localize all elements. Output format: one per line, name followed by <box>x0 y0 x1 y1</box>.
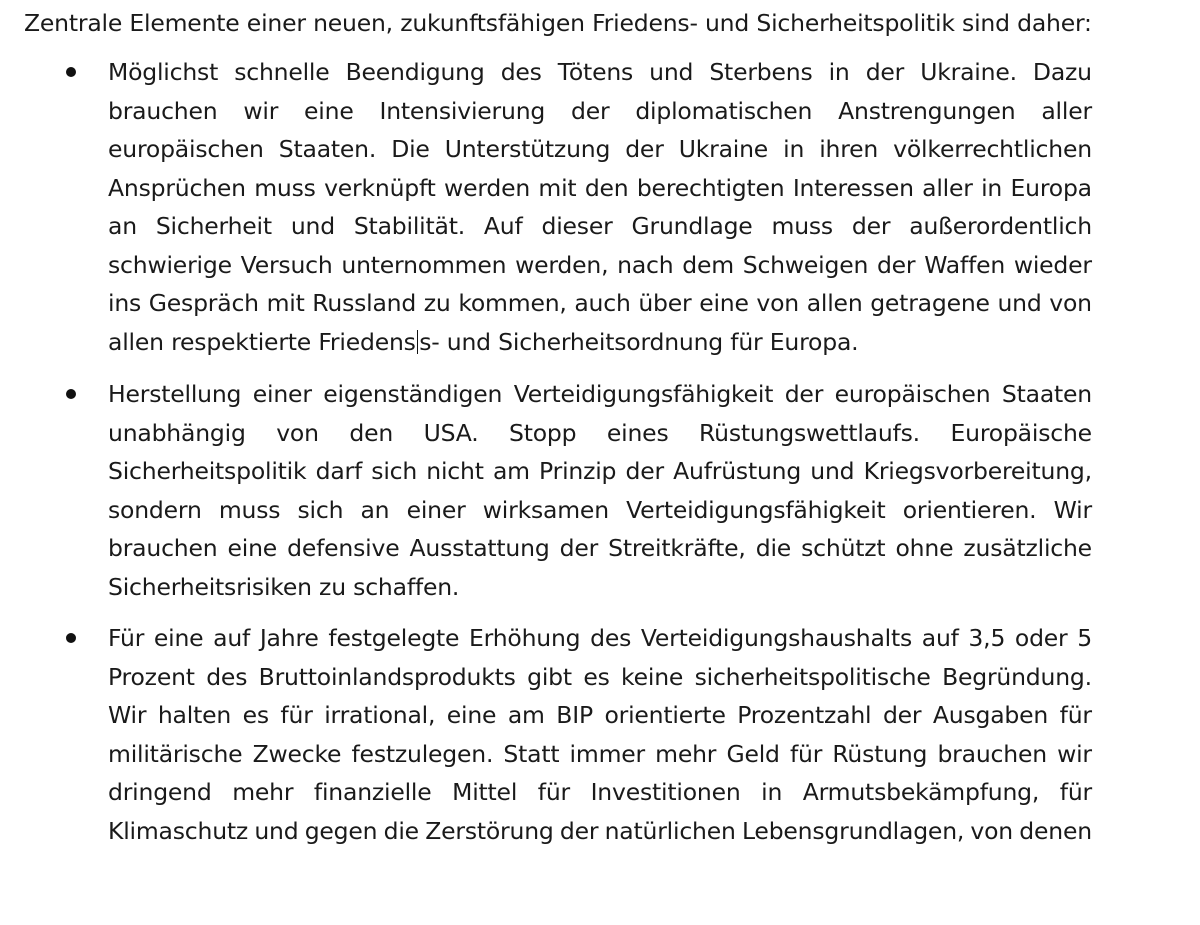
text-line: an Sicherheit und Stabilität. Auf dieser Grundlage muss der außerordentlich <box>108 212 1092 240</box>
text-line: Ansprüchen muss verknüpft werden mit den berechtigten Interessen aller in Europa <box>108 173 1092 202</box>
intro-paragraph: Zentrale Elemente einer neuen, zukunftsfähigen Friedens- und Sicherheitspolitik sind daher: <box>24 9 1092 37</box>
text-line: europäischen Staaten. Die Unterstützung der Ukraine in ihren völkerrechtlichen <box>108 135 1092 163</box>
text-line: Klimaschutz und gegen die Zerstörung der natürlichen Lebensgrundlagen, von denen <box>108 816 1092 845</box>
bullet-icon <box>62 53 82 92</box>
text-line: schwierige Versuch unternommen werden, nach dem Schweigen der Waffen wieder <box>108 250 1092 279</box>
text-line: Sicherheitspolitik darf sich nicht am Prinzip der Aufrüstung und Kriegsvorbereitung, <box>108 457 1092 485</box>
text-line: brauchen eine defensive Ausstattung der Streitkräfte, die schützt ohne zusätzliche <box>108 534 1092 562</box>
text-line: militärische Zwecke festzulegen. Statt immer mehr Geld für Rüstung brauchen wir <box>108 739 1092 768</box>
text-line: Für eine auf Jahre festgelegte Erhöhung des Verteidigungshaushalts auf 3,5 oder 5 <box>108 624 1092 652</box>
text-line: Möglichst schnelle Beendigung des Tötens und Sterbens in der Ukraine. Dazu <box>108 58 1092 86</box>
text-line: dringend mehr finanzielle Mittel für Investitionen in Armutsbekämpfung, für <box>108 778 1092 806</box>
bullet-icon <box>62 619 82 658</box>
list-item <box>108 375 1092 606</box>
text-line: unabhängig von den USA. Stopp eines Rüstungswettlaufs. Europäische <box>108 418 1092 447</box>
text-line: Herstellung einer eigenständigen Verteidigungsfähigkeit der europäischen Staaten <box>108 380 1092 408</box>
list-item <box>108 619 1092 850</box>
text-line: Wir halten es für irrational, eine am BIP orientierte Prozentzahl der Ausgaben für <box>108 701 1092 729</box>
text-line: ins Gespräch mit Russland zu kommen, auch über eine von allen getragene und von <box>108 289 1092 317</box>
text-line[interactable] <box>108 323 1092 362</box>
text-line: Prozent des Bruttoinlandsprodukts gibt es keine sicherheitspolitische Begründung. <box>108 662 1092 691</box>
text-before-cursor: allen respektierte Friedens <box>108 327 416 356</box>
text-after-cursor: s- und Sicherheitsordnung für Europa. <box>419 327 859 356</box>
text-line: brauchen wir eine Intensivierung der diplomatischen Anstrengungen aller <box>108 96 1092 125</box>
list-item <box>108 53 1092 361</box>
bullet-icon <box>62 375 82 414</box>
text-line: Sicherheitsrisiken zu schaffen. <box>108 572 460 601</box>
text-line: sondern muss sich an einer wirksamen Verteidigungsfähigkeit orientieren. Wir <box>108 495 1092 524</box>
text-cursor <box>417 330 419 354</box>
